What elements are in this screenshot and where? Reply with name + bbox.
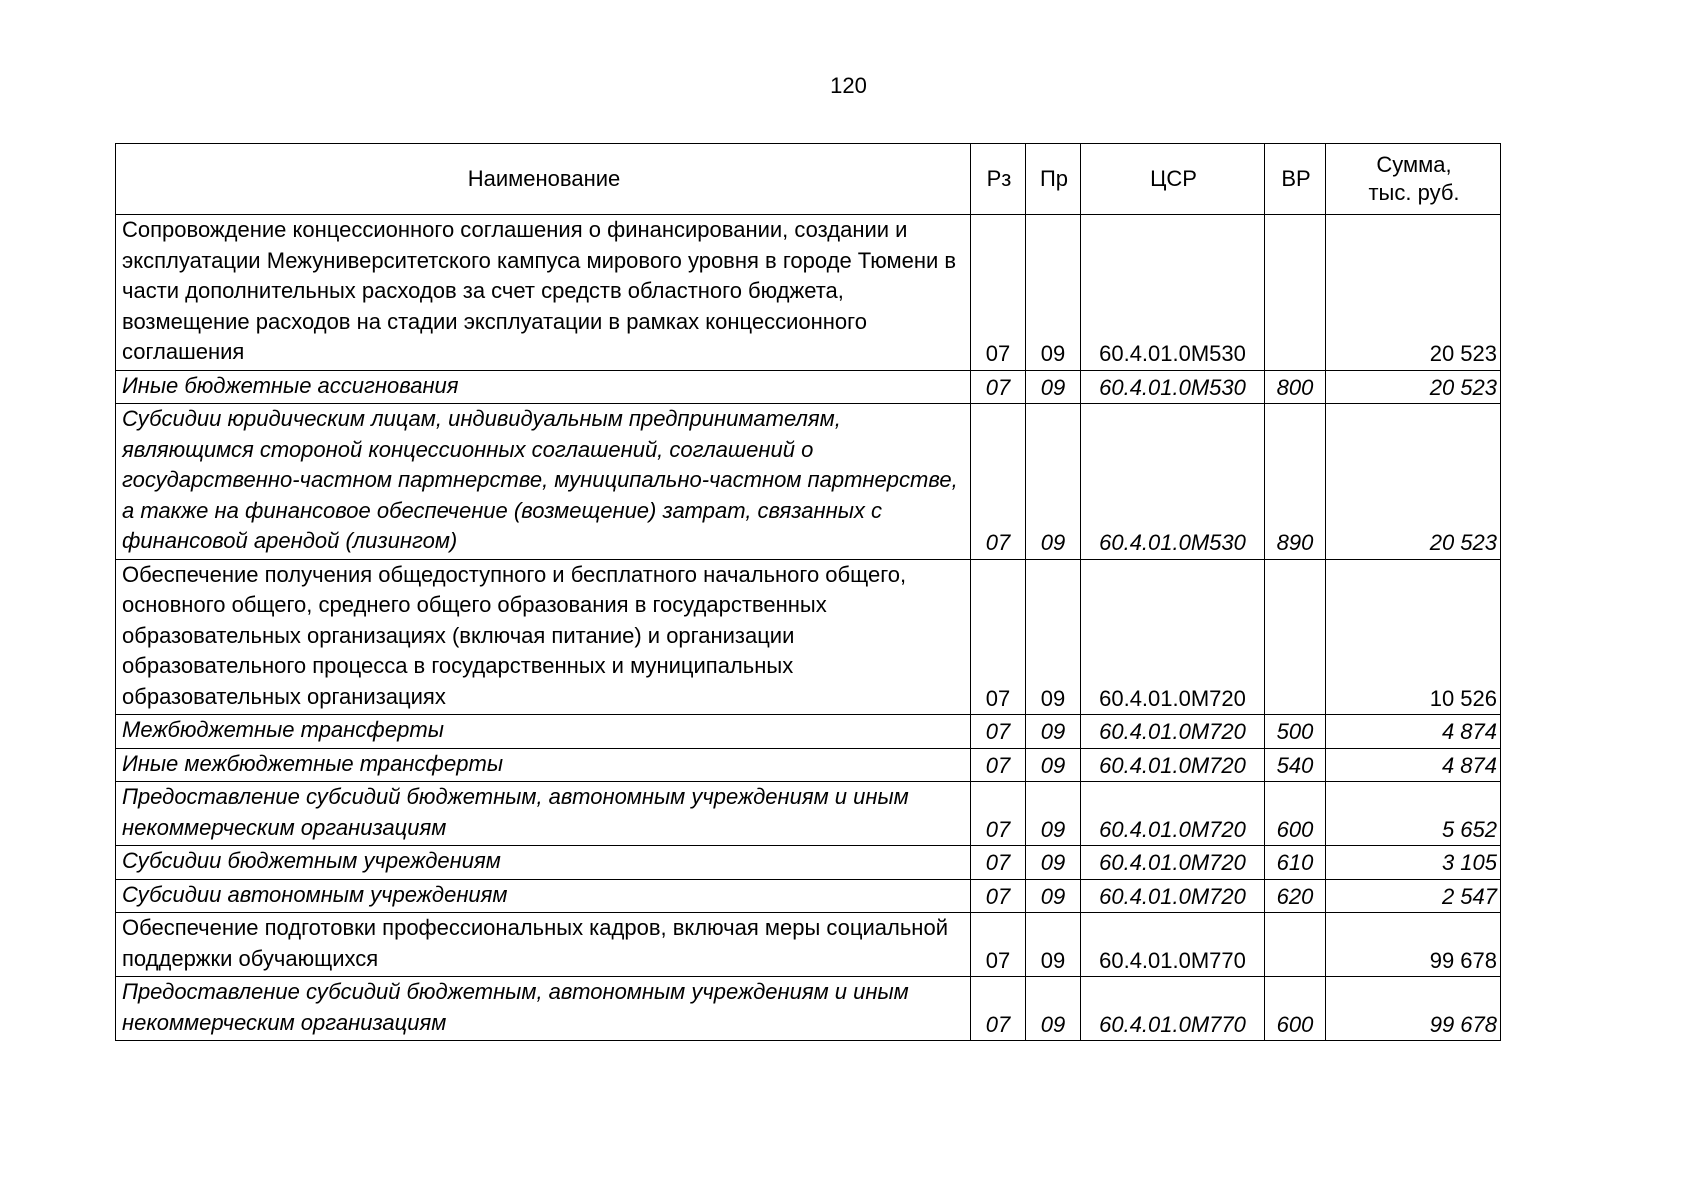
- table-row: [116, 748, 1501, 782]
- header-sum: [1326, 144, 1501, 215]
- cell-vr: 600: [1265, 977, 1326, 1041]
- cell-name: Обеспечение получения общедоступного и бесплатного начального общего, основного общего, среднего общего образования в государственных образовательных организациях (включая питание) и организации образовательного процесса в государственных и муниципальных образовательных организациях: [116, 559, 971, 715]
- cell-pr: 09: [1026, 913, 1081, 977]
- cell-vr: 620: [1265, 879, 1326, 913]
- table-body: [116, 215, 1501, 1041]
- cell-pr: 09: [1026, 782, 1081, 846]
- cell-rz: 07: [971, 404, 1026, 560]
- cell-pr: 09: [1026, 748, 1081, 782]
- cell-csr: 60.4.01.0М720: [1081, 715, 1265, 749]
- cell-pr: 09: [1026, 977, 1081, 1041]
- cell-sum: 3 105: [1326, 846, 1501, 880]
- cell-sum: 20 523: [1326, 370, 1501, 404]
- cell-rz: 07: [971, 977, 1026, 1041]
- page-number: 120: [830, 73, 867, 98]
- cell-name: Предоставление субсидий бюджетным, автономным учреждениям и иным некоммерческим организациям: [116, 782, 971, 846]
- cell-rz: 07: [971, 846, 1026, 880]
- table-row: [116, 782, 1501, 846]
- header-sum-line1: Сумма,: [1376, 152, 1452, 177]
- cell-csr: 60.4.01.0М530: [1081, 404, 1265, 560]
- cell-rz: 07: [971, 559, 1026, 715]
- cell-name: Субсидии юридическим лицам, индивидуальным предпринимателям, являющимся стороной концессионных соглашений, соглашений о государственно-частном партнерстве, муниципально-частном партнерстве, а также на финансовое обеспечение (возмещение) затрат, связанных с финансовой арендой (лизингом): [116, 404, 971, 560]
- cell-csr: 60.4.01.0М720: [1081, 879, 1265, 913]
- cell-vr: 610: [1265, 846, 1326, 880]
- cell-rz: 07: [971, 715, 1026, 749]
- table-row: [116, 977, 1501, 1041]
- cell-vr: [1265, 215, 1326, 371]
- table-row: [116, 913, 1501, 977]
- cell-rz: 07: [971, 370, 1026, 404]
- cell-sum: 2 547: [1326, 879, 1501, 913]
- cell-vr: 600: [1265, 782, 1326, 846]
- cell-name: Обеспечение подготовки профессиональных кадров, включая меры социальной поддержки обучающихся: [116, 913, 971, 977]
- cell-sum: 10 526: [1326, 559, 1501, 715]
- cell-pr: 09: [1026, 404, 1081, 560]
- table-row: [116, 215, 1501, 371]
- cell-sum: 4 874: [1326, 748, 1501, 782]
- cell-pr: 09: [1026, 715, 1081, 749]
- table-row: [116, 559, 1501, 715]
- table-row: [116, 846, 1501, 880]
- cell-name: Субсидии автономным учреждениям: [116, 879, 971, 913]
- cell-csr: 60.4.01.0М770: [1081, 913, 1265, 977]
- cell-csr: 60.4.01.0М720: [1081, 748, 1265, 782]
- cell-csr: 60.4.01.0М530: [1081, 215, 1265, 371]
- header-rz: Рз: [971, 144, 1026, 215]
- header-name: Наименование: [116, 144, 971, 215]
- cell-name: Межбюджетные трансферты: [116, 715, 971, 749]
- cell-vr: 890: [1265, 404, 1326, 560]
- header-csr: ЦСР: [1081, 144, 1265, 215]
- cell-csr: 60.4.01.0М720: [1081, 846, 1265, 880]
- cell-rz: 07: [971, 913, 1026, 977]
- cell-pr: 09: [1026, 215, 1081, 371]
- cell-sum: 99 678: [1326, 977, 1501, 1041]
- cell-vr: 500: [1265, 715, 1326, 749]
- cell-rz: 07: [971, 215, 1026, 371]
- header-sum-line2: тыс. руб.: [1368, 180, 1460, 205]
- cell-rz: 07: [971, 748, 1026, 782]
- cell-csr: 60.4.01.0М720: [1081, 559, 1265, 715]
- table-header-row: [116, 144, 1501, 215]
- budget-table: [115, 143, 1501, 1041]
- cell-vr: [1265, 559, 1326, 715]
- cell-pr: 09: [1026, 559, 1081, 715]
- cell-sum: 4 874: [1326, 715, 1501, 749]
- cell-name: Субсидии бюджетным учреждениям: [116, 846, 971, 880]
- cell-sum: 20 523: [1326, 215, 1501, 371]
- cell-vr: 540: [1265, 748, 1326, 782]
- cell-vr: [1265, 913, 1326, 977]
- cell-rz: 07: [971, 879, 1026, 913]
- cell-vr: 800: [1265, 370, 1326, 404]
- header-pr: Пр: [1026, 144, 1081, 215]
- cell-csr: 60.4.01.0М770: [1081, 977, 1265, 1041]
- cell-name: Сопровождение концессионного соглашения о финансировании, создании и эксплуатации Межуниверситетского кампуса мирового уровня в городе Тюмени в части дополнительных расходов за счет средств областного бюджета, возмещение расходов на стадии эксплуатации в рамках концессионного соглашения: [116, 215, 971, 371]
- cell-sum: 5 652: [1326, 782, 1501, 846]
- cell-rz: 07: [971, 782, 1026, 846]
- table-row: [116, 404, 1501, 560]
- table-row: [116, 370, 1501, 404]
- cell-sum: 99 678: [1326, 913, 1501, 977]
- header-vr: ВР: [1265, 144, 1326, 215]
- table-row: [116, 715, 1501, 749]
- cell-csr: 60.4.01.0М720: [1081, 782, 1265, 846]
- cell-name: Иные межбюджетные трансферты: [116, 748, 971, 782]
- cell-sum: 20 523: [1326, 404, 1501, 560]
- cell-pr: 09: [1026, 879, 1081, 913]
- cell-name: Предоставление субсидий бюджетным, автономным учреждениям и иным некоммерческим организациям: [116, 977, 971, 1041]
- cell-pr: 09: [1026, 846, 1081, 880]
- table-row: [116, 879, 1501, 913]
- cell-csr: 60.4.01.0М530: [1081, 370, 1265, 404]
- cell-name: Иные бюджетные ассигнования: [116, 370, 971, 404]
- cell-pr: 09: [1026, 370, 1081, 404]
